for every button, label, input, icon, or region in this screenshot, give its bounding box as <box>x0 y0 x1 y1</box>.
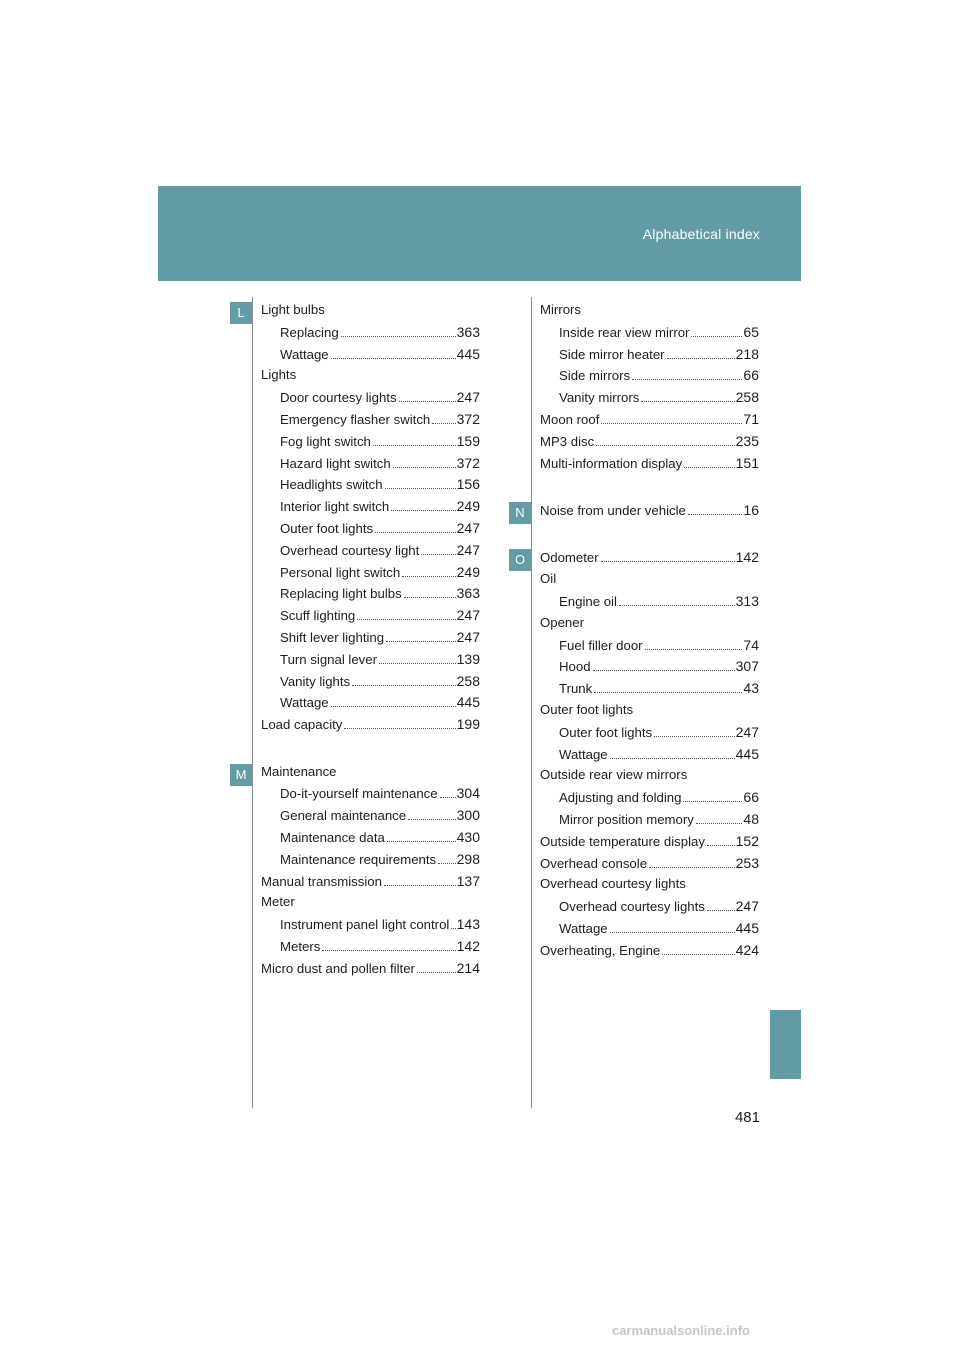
page-ref: 249 <box>456 498 480 515</box>
dot-leader <box>438 863 456 864</box>
index-subentry <box>540 746 759 768</box>
index-subentry <box>540 593 759 615</box>
dot-leader <box>357 619 455 620</box>
page-ref: 156 <box>456 476 480 493</box>
dot-leader <box>641 401 734 402</box>
dot-leader <box>707 910 735 911</box>
dot-leader <box>610 932 735 933</box>
page-ref: 48 <box>743 810 759 827</box>
dot-leader <box>667 358 735 359</box>
entry-text: Outer foot lights <box>540 701 634 717</box>
index-entry <box>540 855 759 877</box>
index-subentry <box>540 789 759 811</box>
dot-leader <box>417 972 456 973</box>
dot-leader <box>649 867 735 868</box>
dot-leader <box>684 467 734 468</box>
page-ref: 74 <box>743 636 759 653</box>
dot-leader <box>391 510 455 511</box>
index-subentry <box>261 673 480 695</box>
index-subentry <box>261 785 480 807</box>
index-letter-m: M <box>230 764 252 786</box>
page-ref: 445 <box>735 745 759 762</box>
entry-text: Fog light switch <box>280 433 371 449</box>
index-entry <box>540 942 759 964</box>
entry-text: Micro dust and pollen filter <box>261 960 415 976</box>
entry-text: Overheating, Engine <box>540 942 661 958</box>
header-bar <box>158 186 801 281</box>
index-entry <box>540 833 759 855</box>
dot-leader <box>387 841 456 842</box>
dot-leader <box>385 488 456 489</box>
entry-text: Multi-information display <box>540 455 683 471</box>
dot-leader <box>344 728 455 729</box>
dot-leader <box>432 423 455 424</box>
entry-text: Moon roof <box>540 411 600 427</box>
index-subentry <box>261 807 480 829</box>
entry-text: Outside rear view mirrors <box>540 767 688 783</box>
entry-text: Odometer <box>540 550 599 566</box>
index-subentry <box>540 658 759 680</box>
page-ref: 445 <box>456 345 480 362</box>
dot-leader <box>331 358 456 359</box>
dot-leader <box>404 597 456 598</box>
dot-leader <box>691 336 742 337</box>
index-subentry <box>261 346 480 368</box>
index-subentry <box>540 389 759 411</box>
index-subentry <box>261 694 480 716</box>
index-subentry <box>540 367 759 389</box>
entry-text: Do-it-yourself maintenance <box>280 786 438 802</box>
index-letter-o: O <box>509 549 531 571</box>
entry-text: Opener <box>540 614 584 630</box>
index-subentry <box>261 607 480 629</box>
index-subentry <box>540 324 759 346</box>
page-ref: 235 <box>735 432 759 449</box>
entry-text: Maintenance <box>261 763 337 779</box>
page-ref: 159 <box>456 432 480 449</box>
page-number: 481 <box>734 1109 760 1126</box>
entry-text: Adjusting and folding <box>559 790 682 806</box>
index-entry <box>540 433 759 455</box>
entry-text: Meter <box>261 894 295 910</box>
index-subentry <box>540 680 759 702</box>
index-subentry <box>261 651 480 673</box>
page-ref: 300 <box>456 807 480 824</box>
page-ref: 142 <box>735 549 759 566</box>
page-ref: 247 <box>735 723 759 740</box>
index-subentry <box>261 324 480 346</box>
entry-text: Overhead courtesy lights <box>540 876 686 892</box>
page-ref: 143 <box>456 916 480 933</box>
entry-text: MP3 disc <box>540 433 595 449</box>
dot-leader <box>440 797 456 798</box>
entry-text: Trunk <box>559 681 593 697</box>
index-entry <box>540 615 759 637</box>
watermark: carmanualsonline.info <box>612 1323 750 1338</box>
section-title: Alphabetical index <box>642 226 760 242</box>
index-subentry <box>540 637 759 659</box>
dot-leader <box>322 950 455 951</box>
index-subentry <box>261 938 480 960</box>
index-entry <box>261 367 480 389</box>
entry-text: Headlights switch <box>280 477 383 493</box>
page-ref: 152 <box>735 832 759 849</box>
index-subentry <box>261 498 480 520</box>
entry-text: Replacing <box>280 324 339 340</box>
dot-leader <box>662 954 734 955</box>
page-ref: 247 <box>456 541 480 558</box>
index-gap <box>540 476 759 502</box>
dot-leader <box>683 801 742 802</box>
page-ref: 258 <box>456 672 480 689</box>
dot-leader <box>393 467 456 468</box>
index-entry <box>540 549 759 571</box>
entry-text: Wattage <box>559 920 608 936</box>
index-subentry <box>261 520 480 542</box>
entry-text: Meters <box>280 938 321 954</box>
entry-text: Light bulbs <box>261 302 325 317</box>
index-subentry <box>540 898 759 920</box>
page-ref: 307 <box>735 658 759 675</box>
index-subentry <box>261 851 480 873</box>
entry-text: Scuff lighting <box>280 608 356 624</box>
index-column-left <box>261 302 480 982</box>
entry-text: Manual transmission <box>261 873 382 889</box>
page-ref: 139 <box>456 650 480 667</box>
dot-leader <box>645 649 743 650</box>
dot-leader <box>601 423 742 424</box>
entry-text: Overhead console <box>540 855 648 871</box>
side-thumb-tab <box>770 1010 801 1079</box>
dot-leader <box>594 692 742 693</box>
page-ref: 218 <box>735 345 759 362</box>
index-entry <box>261 764 480 786</box>
dot-leader <box>341 336 456 337</box>
page-ref: 65 <box>743 323 759 340</box>
entry-text: Side mirrors <box>559 368 631 384</box>
dot-leader <box>331 706 456 707</box>
dot-leader <box>610 758 735 759</box>
page-ref: 247 <box>456 389 480 406</box>
page-ref: 137 <box>456 872 480 889</box>
index-subentry <box>261 916 480 938</box>
entry-text: Maintenance requirements <box>280 851 437 867</box>
index-column-right <box>540 302 759 964</box>
index-subentry <box>540 346 759 368</box>
entry-text: Instrument panel light control <box>280 917 450 933</box>
entry-text: Shift lever lighting <box>280 629 385 645</box>
dot-leader <box>688 514 743 515</box>
dot-leader <box>384 885 456 886</box>
entry-text: Side mirror heater <box>559 346 665 362</box>
page-ref: 16 <box>743 501 759 518</box>
dot-leader <box>707 845 735 846</box>
index-gap <box>540 524 759 550</box>
dot-leader <box>696 823 743 824</box>
dot-leader <box>421 554 455 555</box>
page-ref: 298 <box>456 850 480 867</box>
page-ref: 363 <box>456 323 480 340</box>
dot-leader <box>619 605 735 606</box>
entry-text: Fuel filler door <box>559 637 643 653</box>
entry-text: Load capacity <box>261 717 343 733</box>
entry-text: Vanity mirrors <box>559 390 640 406</box>
page-ref: 199 <box>456 716 480 733</box>
index-entry <box>540 411 759 433</box>
index-subentry <box>261 411 480 433</box>
entry-text: Door courtesy lights <box>280 390 397 406</box>
index-subentry <box>261 476 480 498</box>
entry-text: Personal light switch <box>280 564 401 580</box>
page-ref: 445 <box>735 919 759 936</box>
entry-text: Overhead courtesy lights <box>559 899 705 915</box>
index-gap <box>261 738 480 764</box>
page-ref: 214 <box>456 959 480 976</box>
page-ref: 304 <box>456 785 480 802</box>
index-subentry <box>261 542 480 564</box>
dot-leader <box>379 663 456 664</box>
right-column-rule <box>531 297 532 1108</box>
dot-leader <box>596 445 734 446</box>
page-ref: 247 <box>456 628 480 645</box>
dot-leader <box>375 532 456 533</box>
entry-text: Hood <box>559 659 591 675</box>
entry-text: Wattage <box>559 746 608 762</box>
index-subentry <box>540 724 759 746</box>
index-entry <box>540 571 759 593</box>
entry-text: Outer foot lights <box>280 520 374 536</box>
index-entry <box>540 455 759 477</box>
dot-leader <box>373 445 456 446</box>
page-ref: 43 <box>743 680 759 697</box>
index-letter-l: L <box>230 302 252 324</box>
entry-text: Hazard light switch <box>280 455 391 471</box>
page-ref: 71 <box>743 410 759 427</box>
dot-leader <box>408 819 456 820</box>
dot-leader <box>352 685 456 686</box>
entry-text: Interior light switch <box>280 499 390 515</box>
entry-text: Vanity lights <box>280 673 351 689</box>
index-entry <box>261 894 480 916</box>
page-ref: 424 <box>735 941 759 958</box>
page-ref: 372 <box>456 454 480 471</box>
dot-leader <box>386 641 456 642</box>
index-entry <box>540 876 759 898</box>
entry-text: Oil <box>540 571 557 587</box>
entry-text: Overhead courtesy light <box>280 542 420 558</box>
page-ref: 247 <box>735 898 759 915</box>
index-subentry <box>540 811 759 833</box>
index-entry <box>261 873 480 895</box>
entry-text: Mirror position memory <box>559 811 694 827</box>
dot-leader <box>399 401 456 402</box>
page-ref: 445 <box>456 694 480 711</box>
index-entry <box>261 716 480 738</box>
index-subentry <box>540 920 759 942</box>
entry-text: Wattage <box>280 346 329 362</box>
index-subentry <box>261 629 480 651</box>
entry-text: Lights <box>261 367 297 383</box>
entry-text: Replacing light bulbs <box>280 586 402 602</box>
entry-text: General maintenance <box>280 808 407 824</box>
page-ref: 363 <box>456 585 480 602</box>
page-ref: 66 <box>743 789 759 806</box>
page-ref: 313 <box>735 592 759 609</box>
entry-text: Engine oil <box>559 593 617 609</box>
entry-text: Wattage <box>280 695 329 711</box>
entry-text: Emergency flasher switch <box>280 411 431 427</box>
index-letter-n: N <box>509 502 531 524</box>
page-ref: 142 <box>456 937 480 954</box>
page-ref: 430 <box>456 828 480 845</box>
index-entry <box>261 302 480 324</box>
page-ref: 253 <box>735 854 759 871</box>
page-ref: 66 <box>743 367 759 384</box>
dot-leader <box>451 928 455 929</box>
entry-text: Noise from under vehicle <box>540 502 686 518</box>
index-subentry <box>261 564 480 586</box>
index-subentry <box>261 389 480 411</box>
dot-leader <box>601 561 735 562</box>
entry-text: Maintenance data <box>280 829 385 845</box>
left-column-rule <box>252 297 253 1108</box>
page-ref: 249 <box>456 563 480 580</box>
page-ref: 247 <box>456 519 480 536</box>
index-subentry <box>261 433 480 455</box>
index-entry <box>540 702 759 724</box>
entry-text: Inside rear view mirror <box>559 324 690 340</box>
dot-leader <box>654 736 735 737</box>
page-ref: 258 <box>735 389 759 406</box>
page-ref: 151 <box>735 454 759 471</box>
page-ref: 372 <box>456 410 480 427</box>
index-subentry <box>261 829 480 851</box>
index-subentry <box>261 455 480 477</box>
dot-leader <box>402 576 455 577</box>
page-ref: 247 <box>456 607 480 624</box>
index-entry <box>540 302 759 324</box>
dot-leader <box>593 670 735 671</box>
dot-leader <box>632 379 742 380</box>
index-subentry <box>261 585 480 607</box>
index-entry <box>261 960 480 982</box>
index-entry <box>540 502 759 524</box>
entry-text: Turn signal lever <box>280 651 377 667</box>
entry-text: Outer foot lights <box>559 724 653 740</box>
entry-text: Outside temperature display <box>540 833 705 849</box>
entry-text: Mirrors <box>540 302 582 317</box>
index-entry <box>540 767 759 789</box>
